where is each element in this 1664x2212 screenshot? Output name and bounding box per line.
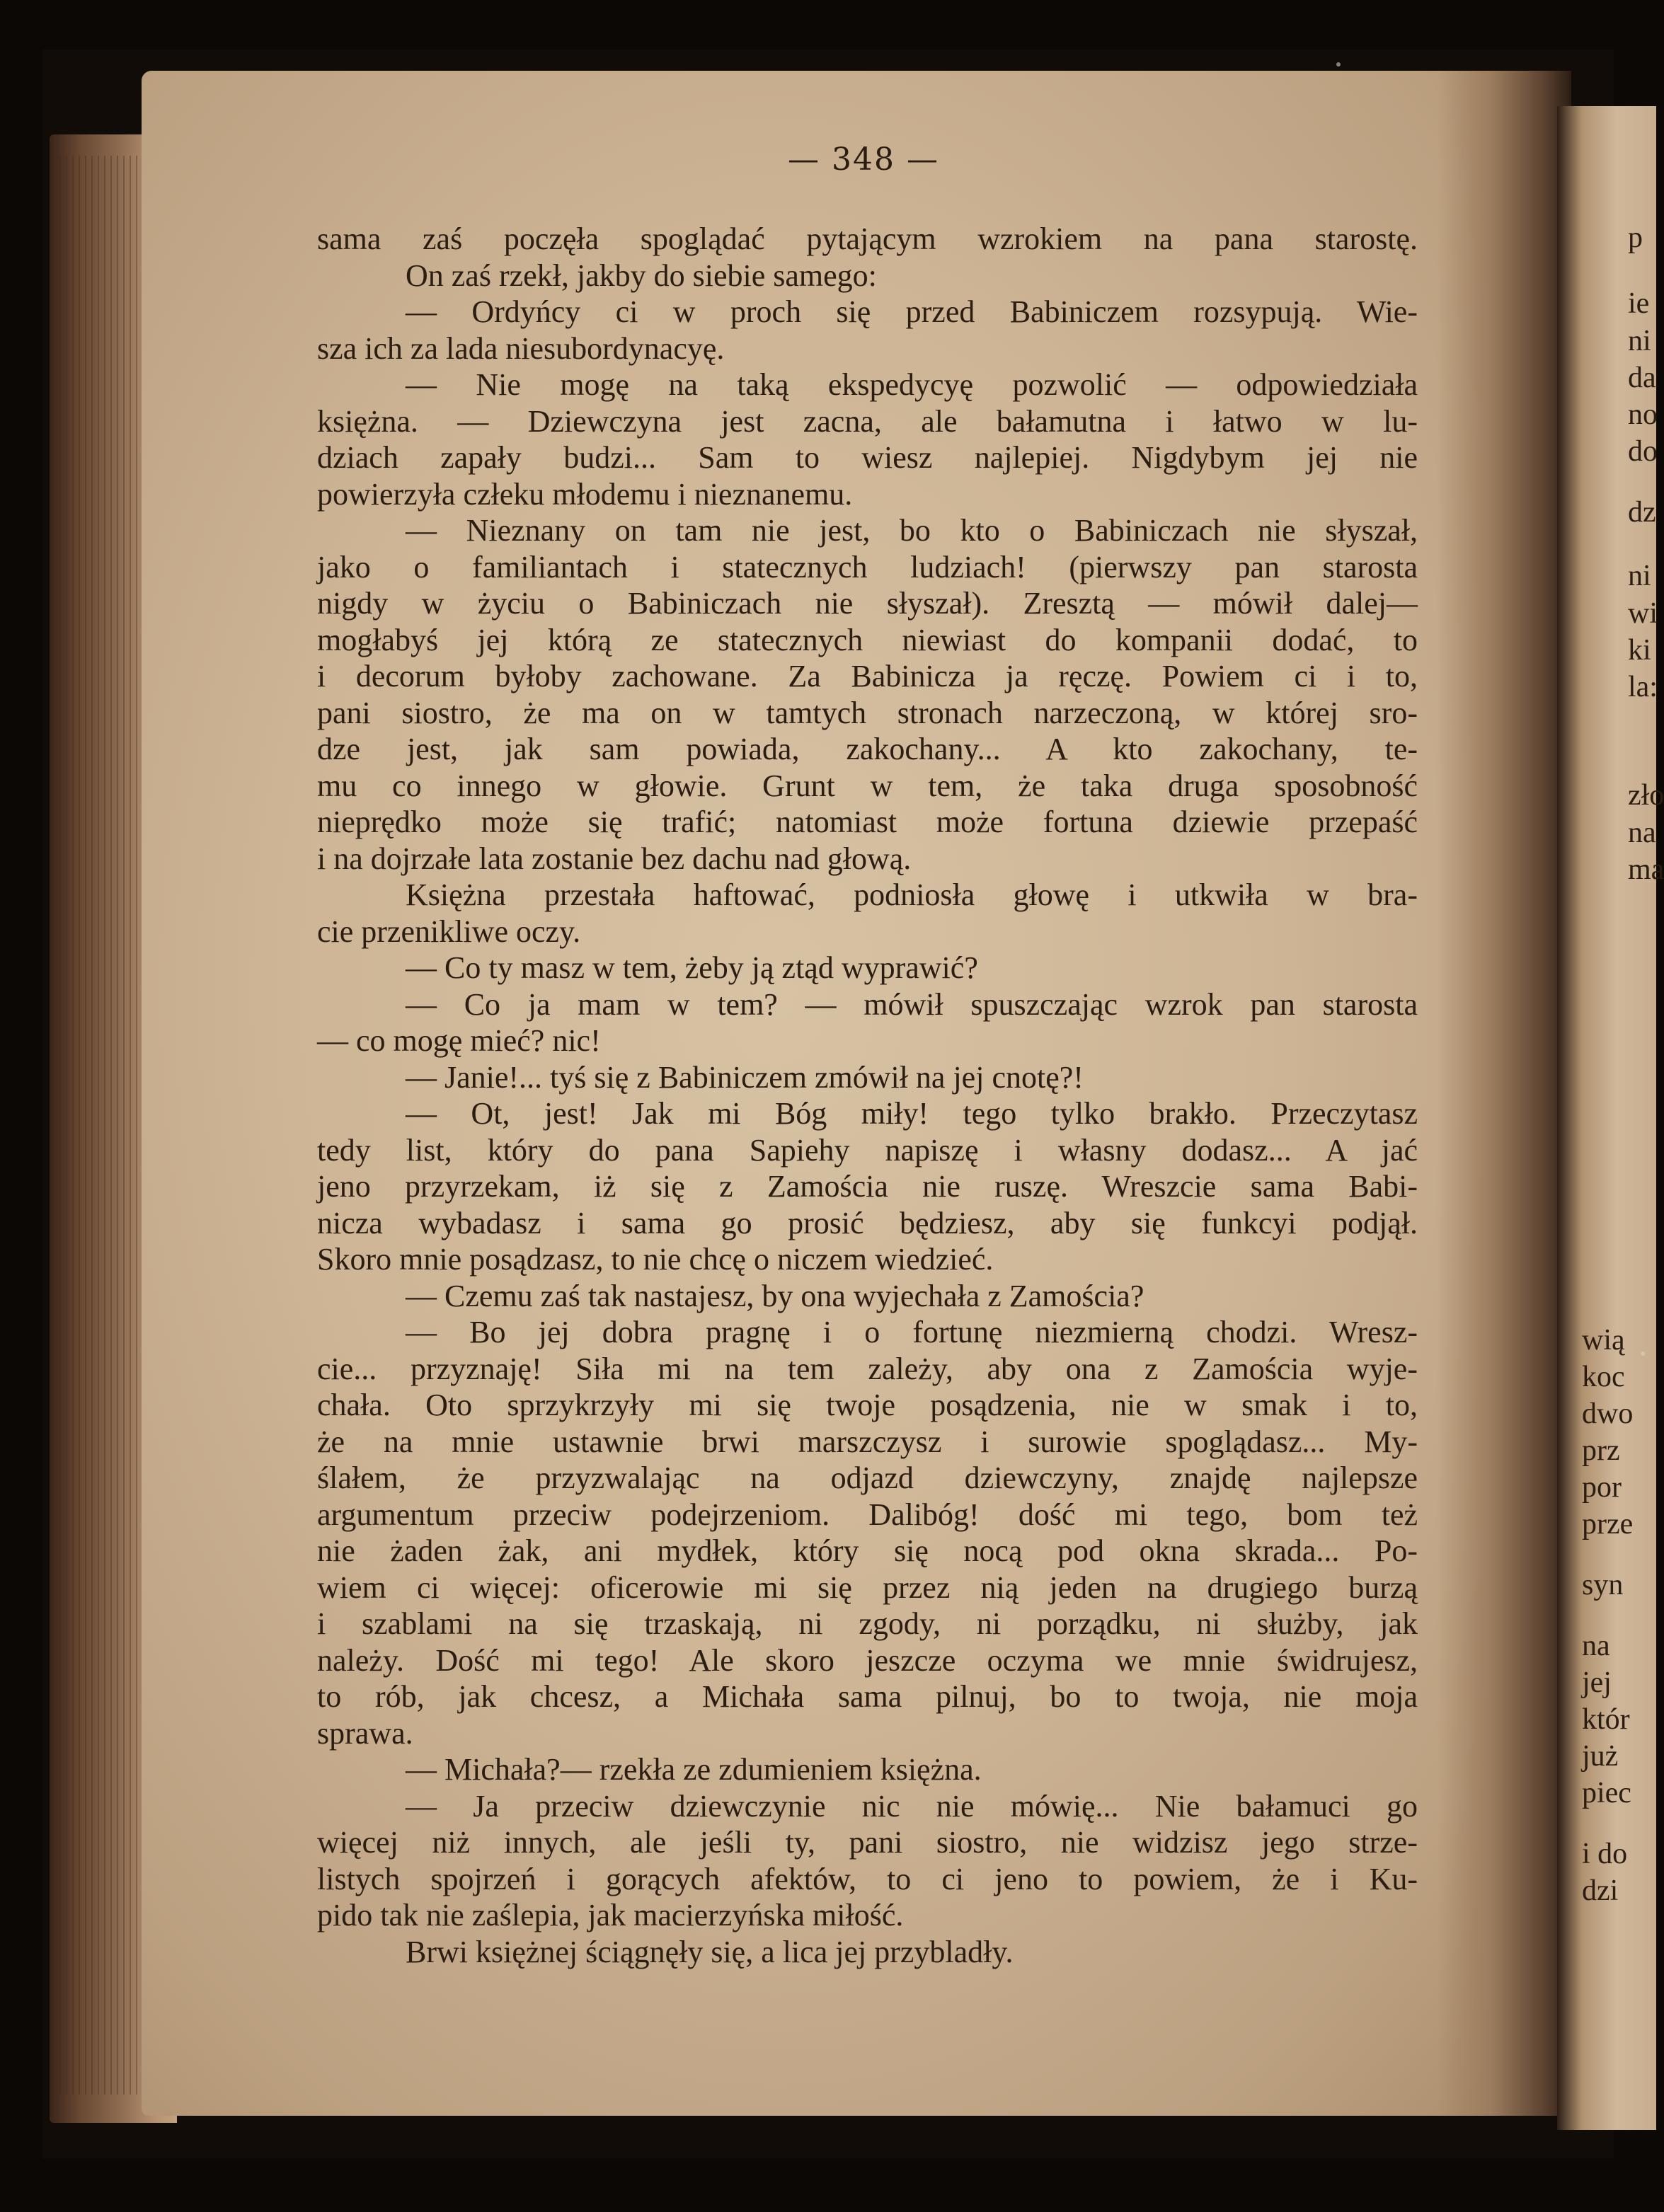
text-line: jako o familiantach i statecznych ludziach! (pierwszy pan starosta: [317, 549, 1418, 584]
text-line: i szablami na się trzaskają, ni zgody, ni porządku, ni służby, jak: [317, 1606, 1418, 1641]
right-text-fragment: do: [1628, 435, 1658, 468]
right-text-fragment: por: [1582, 1471, 1622, 1504]
text-line: sza ich za lada niesubordynacyę.: [317, 330, 725, 366]
text-line: — Co ty masz w tem, żeby ją ztąd wyprawić?: [406, 950, 978, 985]
text-line: listych spojrzeń i gorących afektów, to ci jeno to powiem, że i Ku-: [317, 1861, 1418, 1896]
text-line: mogłabyś jej którą ze statecznych niewiast do kompanii dodać, to: [317, 622, 1418, 657]
right-text-fragment: syn: [1582, 1569, 1624, 1601]
text-line: — co mogę mieć? nic!: [317, 1023, 601, 1058]
right-text-fragment: wią: [1582, 1324, 1625, 1356]
text-line: ślałem, że przyzwalając na odjazd dziewczyny, znajdę najlepsze: [317, 1461, 1418, 1495]
right-text-fragment: zło: [1628, 779, 1664, 812]
text-line: cie przenikliwe oczy.: [317, 914, 581, 949]
text-line: powierzyła człeku młodemu i nieznanemu.: [317, 476, 853, 512]
dust-speck: [1336, 62, 1341, 67]
text-line: cie... przyznaję! Siła mi na tem zależy, aby ona z Zamościa wyje-: [317, 1351, 1418, 1386]
text-line: sprawa.: [317, 1715, 413, 1751]
text-line: — Co ja mam w tem? — mówił spuszczając wzrok pan starosta: [406, 986, 1418, 1022]
page-number: — 348 —: [788, 142, 939, 178]
text-line: — Nie mogę na taką ekspedycyę pozwolić — odpowiedziała: [406, 367, 1418, 402]
right-text-fragment: ni: [1628, 325, 1651, 357]
text-line: sama zaś poczęła spoglądać pytającym wzrokiem na pana starostę.: [317, 221, 1418, 256]
text-line: i na dojrzałe lata zostanie bez dachu nad głową.: [317, 841, 912, 876]
text-line: Księżna przestała haftować, podniosła głowę i utkwiła w bra-: [406, 877, 1418, 912]
text-line: więcej niż innych, ale jeśli ty, pani siostro, nie widzisz jego strze-: [317, 1825, 1418, 1860]
text-line: Skoro mnie posądzasz, to nie chcę o niczem wiedzieć.: [317, 1242, 994, 1277]
text-line: On zaś rzekł, jakby do siebie samego:: [406, 258, 877, 293]
text-line: nie żaden żak, ani mydłek, który się nocą pod okna skrada... Po-: [317, 1533, 1418, 1568]
text-line: — Ordyńcy ci w proch się przed Babiniczem rozsypują. Wie-: [406, 294, 1418, 329]
left-page-text: [317, 221, 1418, 1970]
right-text-fragment: na: [1628, 817, 1656, 849]
right-text-fragment: wi: [1628, 597, 1658, 630]
text-line: że na mnie ustawnie brwi marszczysz i surowie spoglądasz... My-: [317, 1424, 1418, 1459]
text-line: nicza wybadasz i sama go prosić będziesz, aby się funkcyi podjął.: [317, 1205, 1418, 1240]
right-text-fragment: da: [1628, 362, 1656, 394]
right-text-fragment: no: [1628, 398, 1658, 431]
dust-speck: [1641, 1352, 1645, 1356]
text-line: pani siostro, że ma on w tamtych stronach narzeczoną, w której sro-: [317, 695, 1418, 730]
text-line: — Bo jej dobra pragnę i o fortunę niezmierną chodzi. Wresz-: [406, 1315, 1418, 1349]
text-line: mu co innego w głowie. Grunt w tem, że taka druga sposobność: [317, 768, 1418, 803]
right-text-fragment: koc: [1582, 1361, 1625, 1393]
text-line: — Ja przeciw dziewczynie nic nie mówię... Nie bałamuci go: [406, 1788, 1418, 1824]
text-line: dze jest, jak sam powiada, zakochany... A kto zakochany, te-: [317, 732, 1418, 766]
right-text-fragment: ie: [1628, 287, 1650, 320]
book-gutter: [1437, 71, 1571, 2116]
text-line: pido tak nie zaślepia, jak macierzyńska miłość.: [317, 1898, 904, 1932]
text-line: Brwi księżnej ściągnęły się, a lica jej przybladły.: [406, 1934, 1014, 1969]
text-line: nigdy w życiu o Babiniczach nie słyszał). Zresztą — mówił dalej—: [317, 586, 1418, 621]
right-text-fragment: jej: [1582, 1666, 1612, 1699]
text-line: księżna. — Dziewczyna jest zacna, ale bałamutna i łatwo w lu-: [317, 403, 1418, 439]
right-text-fragment: dzi: [1582, 1874, 1619, 1907]
right-text-fragment: p: [1628, 221, 1643, 254]
text-line: i decorum byłoby zachowane. Za Babinicza ja ręczę. Powiem ci i to,: [317, 659, 1418, 693]
right-text-fragment: i do: [1582, 1838, 1628, 1870]
text-line: jeno przyrzekam, iż się z Zamościa nie ruszę. Wreszcie sama Babi-: [317, 1169, 1418, 1204]
right-text-fragment: dwo: [1582, 1398, 1634, 1430]
right-text-fragment: już: [1582, 1740, 1619, 1773]
text-line: — Michała?— rzekła ze zdumieniem księżna.: [406, 1752, 982, 1787]
text-line: — Nieznany on tam nie jest, bo kto o Babiniczach nie słyszał,: [406, 513, 1418, 548]
right-text-fragment: dz: [1628, 496, 1656, 529]
text-line: to rób, jak chcesz, a Michała sama pilnuj, bo to twoja, nie moja: [317, 1679, 1418, 1714]
right-text-fragment: ki: [1628, 634, 1651, 667]
right-text-fragment: la:: [1628, 671, 1658, 703]
right-text-fragment: piec: [1582, 1777, 1631, 1809]
right-text-fragment: ma: [1628, 853, 1664, 886]
text-line: argumentum przeciw podejrzeniom. Dalibóg! dość mi tego, bom też: [317, 1497, 1418, 1532]
text-line: — Ot, jest! Jak mi Bóg miły! tego tylko brakło. Przeczytasz: [406, 1096, 1418, 1131]
right-text-fragment: na: [1582, 1630, 1610, 1662]
text-line: — Janie!... tyś się z Babiniczem zmówił na jej cnotę?!: [406, 1059, 1084, 1095]
text-line: wiem ci więcej: oficerowie mi się przez nią jeden na drugiego burzą: [317, 1569, 1418, 1605]
right-text-fragment: prz: [1582, 1434, 1620, 1467]
text-line: dziach zapały budzi... Sam to wiesz najlepiej. Nigdybym jej nie: [317, 440, 1418, 475]
text-line: — Czemu zaś tak nastajesz, by ona wyjechała z Zamościa?: [406, 1278, 1144, 1313]
text-line: nieprędko może się trafić; natomiast może fortuna dziewie przepaść: [317, 805, 1418, 839]
right-text-fragment: prze: [1582, 1508, 1634, 1540]
right-text-fragment: któr: [1582, 1703, 1630, 1736]
text-line: tedy list, który do pana Sapiehy napiszę i własny dodasz... A jać: [317, 1132, 1418, 1168]
text-line: chała. Oto sprzykrzyły mi się twoje posądzenia, nie w smak i to,: [317, 1388, 1418, 1422]
text-line: należy. Dość mi tego! Ale skoro jeszcze oczyma we mnie świdrujesz,: [317, 1642, 1418, 1678]
right-text-fragment: ni: [1628, 560, 1651, 592]
